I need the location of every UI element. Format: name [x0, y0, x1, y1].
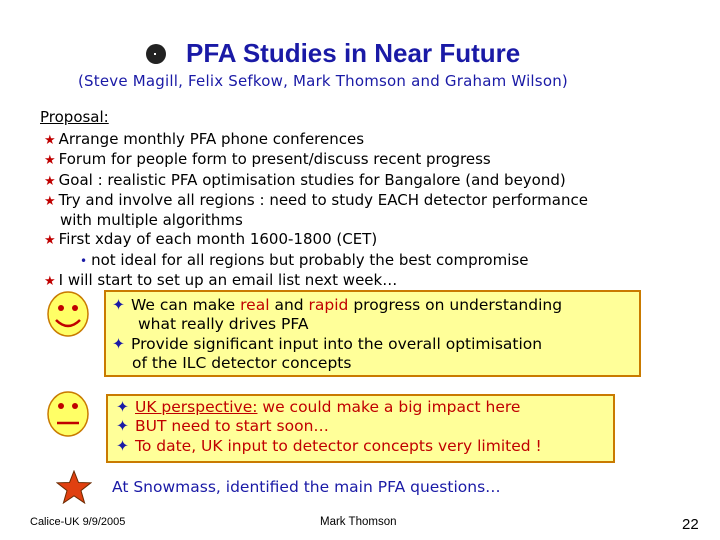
- footer-left: Calice-UK 9/9/2005: [30, 516, 126, 528]
- list-subitem: • not ideal for all regions but probably the best compromise: [80, 250, 529, 269]
- proposal-heading: Proposal:: [40, 108, 109, 126]
- dot-bullet-icon: •: [80, 253, 88, 268]
- plus-bullet-icon: ✦: [112, 334, 125, 353]
- red-star-icon: ★: [44, 274, 56, 290]
- list-item: ★ First xday of each month 1600-1800 (CET): [44, 230, 378, 249]
- list-item: ★ Forum for people form to present/discuss recent progress: [44, 150, 491, 169]
- positive-point: ✦ Provide significant input into the overall optimisation: [112, 334, 543, 353]
- list-item: ★ Arrange monthly PFA phone conferences: [44, 130, 365, 148]
- neutral-point: ✦ UK perspective: we could make a big impact here: [116, 398, 521, 416]
- positive-point-continuation: of the ILC detector concepts: [132, 353, 352, 372]
- positive-point: ✦ We can make real and rapid progress on understanding: [112, 296, 563, 314]
- plus-bullet-icon: ✦: [116, 436, 129, 455]
- red-star-icon: ★: [44, 133, 56, 148]
- snowmass-note: At Snowmass, identified the main PFA questions…: [112, 478, 501, 496]
- page-number: 22: [682, 516, 699, 533]
- slide-title: PFA Studies in Near Future: [186, 38, 521, 68]
- plus-bullet-icon: ✦: [112, 296, 125, 314]
- list-item: ★ Goal : realistic PFA optimisation studies for Bangalore (and beyond): [44, 170, 566, 189]
- plus-bullet-icon: ✦: [116, 398, 129, 416]
- neutral-point: ✦ BUT need to start soon…: [116, 417, 329, 436]
- positive-points: [112, 296, 562, 373]
- neutral-face-icon: [46, 390, 90, 438]
- neutral-points: [116, 398, 542, 456]
- red-star-icon: ★: [44, 193, 56, 209]
- red-star-icon: ★: [44, 153, 56, 169]
- smiley-face-icon: [46, 290, 90, 338]
- plus-bullet-icon: ✦: [116, 417, 129, 436]
- list-item: ★ I will start to set up an email list next week…: [44, 271, 398, 290]
- list-item: ★ Try and involve all regions : need to study EACH detector performance: [44, 190, 588, 209]
- neutral-point: ✦ To date, UK input to detector concepts very limited !: [116, 436, 542, 455]
- footer-author: Mark Thomson: [320, 516, 397, 528]
- list-item-continuation: with multiple algorithms: [60, 211, 243, 230]
- title-bullet-icon: [146, 44, 166, 64]
- authors-line: (Steve Magill, Felix Sefkow, Mark Thomson and Graham Wilson): [78, 72, 568, 90]
- positive-point-continuation: what really drives PFA: [138, 315, 309, 334]
- red-star-icon: ★: [44, 233, 56, 249]
- proposal-list: [44, 130, 588, 291]
- red-star-icon: ★: [44, 173, 56, 189]
- red-star-icon: [56, 470, 92, 504]
